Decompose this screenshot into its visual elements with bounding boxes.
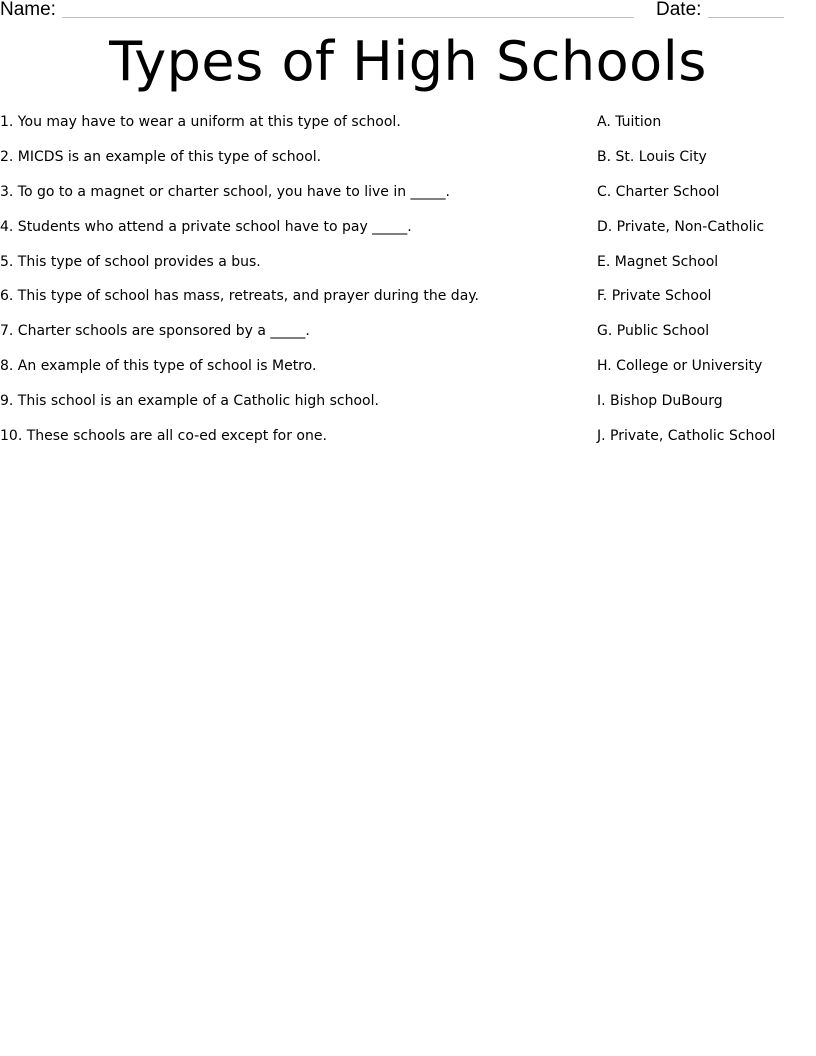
clue-item: 3. To go to a magnet or charter school, you have to live in _____. bbox=[0, 183, 451, 200]
clue-item: 6. This type of school has mass, retreats, and prayer during the day. bbox=[0, 288, 480, 305]
clue-list bbox=[0, 112, 580, 461]
clue-item: 5. This type of school provides a bus. bbox=[0, 253, 261, 270]
answer-item: J. Private, Catholic School bbox=[597, 428, 776, 445]
worksheet-header bbox=[0, 0, 816, 24]
answer-item: F. Private School bbox=[597, 288, 712, 305]
answer-item: H. College or University bbox=[597, 358, 763, 375]
answer-item: C. Charter School bbox=[597, 183, 720, 200]
answer-item: D. Private, Non-Catholic bbox=[597, 218, 765, 235]
answer-item: G. Public School bbox=[597, 323, 710, 340]
name-label: Name: bbox=[0, 0, 56, 20]
answer-item: E. Magnet School bbox=[597, 253, 719, 270]
clue-item: 8. An example of this type of school is Metro. bbox=[0, 358, 317, 375]
clue-item: 9. This school is an example of a Catholic high school. bbox=[0, 393, 379, 410]
date-label: Date: bbox=[656, 0, 702, 20]
clue-item: 1. You may have to wear a uniform at this type of school. bbox=[0, 114, 401, 130]
clue-item: 4. Students who attend a private school have to pay _____. bbox=[0, 218, 412, 235]
answer-list bbox=[597, 112, 816, 461]
answer-item: I. Bishop DuBourg bbox=[597, 393, 723, 410]
answer-item: B. St. Louis City bbox=[597, 148, 707, 165]
name-blank-line bbox=[62, 17, 634, 18]
clue-item: 2. MICDS is an example of this type of school. bbox=[0, 148, 322, 165]
clue-item: 7. Charter schools are sponsored by a _____. bbox=[0, 323, 310, 340]
answer-item: A. Tuition bbox=[597, 114, 662, 130]
date-blank-line bbox=[708, 17, 784, 18]
clue-item: 10. These schools are all co-ed except for one. bbox=[0, 428, 327, 445]
page-title: Types of High Schools bbox=[109, 30, 707, 93]
